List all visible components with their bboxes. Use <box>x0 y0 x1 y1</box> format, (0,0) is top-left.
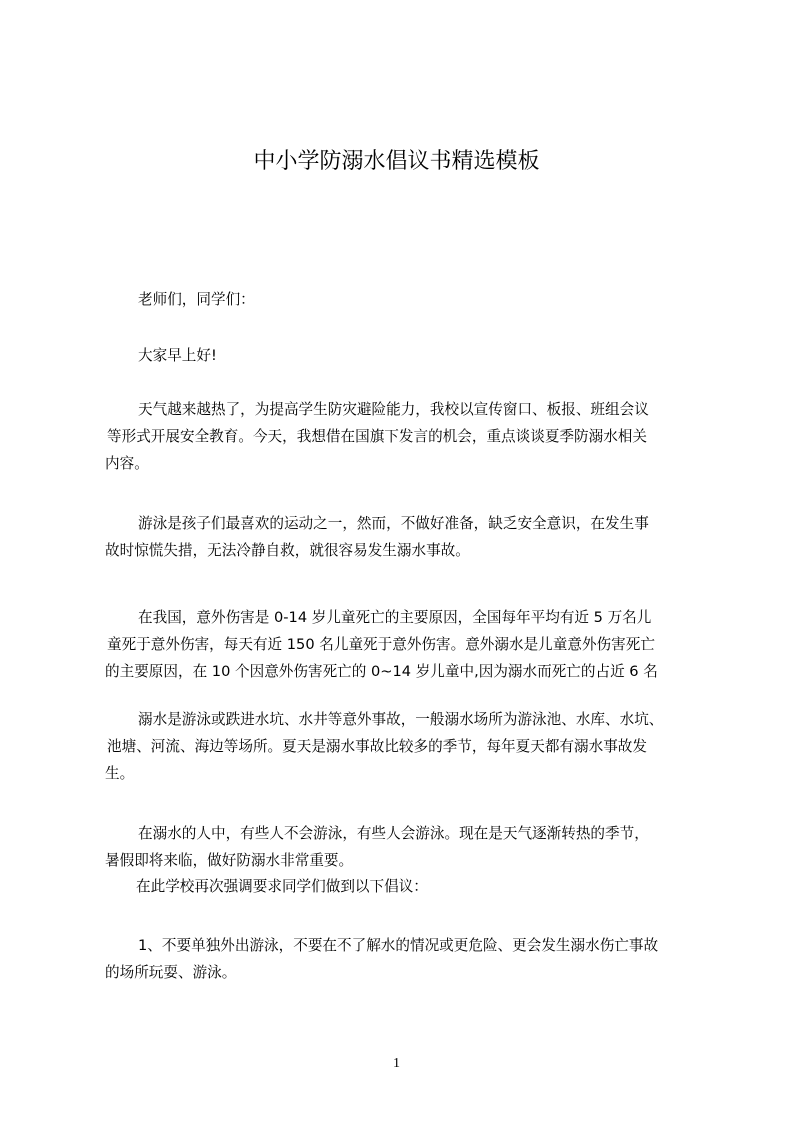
paragraph-line: 的场所玩耍、游泳。 <box>105 964 237 981</box>
paragraph-line: 等形式开展安全教育。今天，我想借在国旗下发言的机会，重点谈谈夏季防溺水相关 <box>107 428 647 445</box>
paragraph-line: 生。 <box>105 765 135 782</box>
salutation: 大家早上好! <box>138 347 217 364</box>
paragraph-line: 的主要原因，在 10 个因意外伤害死亡的 0~14 岁儿童中,因为溺水而死亡的占近 6 名 <box>105 663 658 680</box>
paragraph-line: 天气越来越热了，为提高学生防灾避险能力，我校以宣传窗口、板报、班组会议 <box>138 401 649 418</box>
paragraph-line: 1、不要单独外出游泳，不要在不了解水的情况或更危险、更会发生溺水伤亡事故 <box>138 937 659 954</box>
paragraph-line: 溺水是游泳或跌进水坑、水井等意外事故，一般溺水场所为游泳池、水库、水坑、 <box>138 711 664 728</box>
paragraph-line: 童死于意外伤害，每天有近 150 名儿童死于意外伤害。意外溺水是儿童意外伤害死亡 <box>107 636 655 653</box>
paragraph-line: 池塘、河流、海边等场所。夏天是溺水事故比较多的季节，每年夏天都有溺水事故发 <box>107 738 647 755</box>
paragraph-line: 暑假即将来临，做好防溺水非常重要。 <box>105 852 354 869</box>
paragraph-line: 在我国，意外伤害是 0-14 岁儿童死亡的主要原因，全国每年平均有近 5 万名儿 <box>138 609 652 626</box>
paragraph-line: 在此学校再次强调要求同学们做到以下倡议： <box>136 878 428 895</box>
paragraph-line: 故时惊慌失措，无法冷静自救，就很容易发生溺水事故。 <box>105 542 470 559</box>
paragraph-line: 内容。 <box>105 455 149 472</box>
greeting: 老师们，同学们： <box>138 291 255 308</box>
paragraph-line: 游泳是孩子们最喜欢的运动之一，然而，不做好准备，缺乏安全意识，在发生事 <box>138 515 649 532</box>
page-number: 1 <box>393 1056 400 1071</box>
paragraph-line: 在溺水的人中，有些人不会游泳，有些人会游泳。现在是天气逐渐转热的季节， <box>138 825 649 842</box>
document-title: 中小学防溺水倡议书精选模板 <box>253 149 540 174</box>
